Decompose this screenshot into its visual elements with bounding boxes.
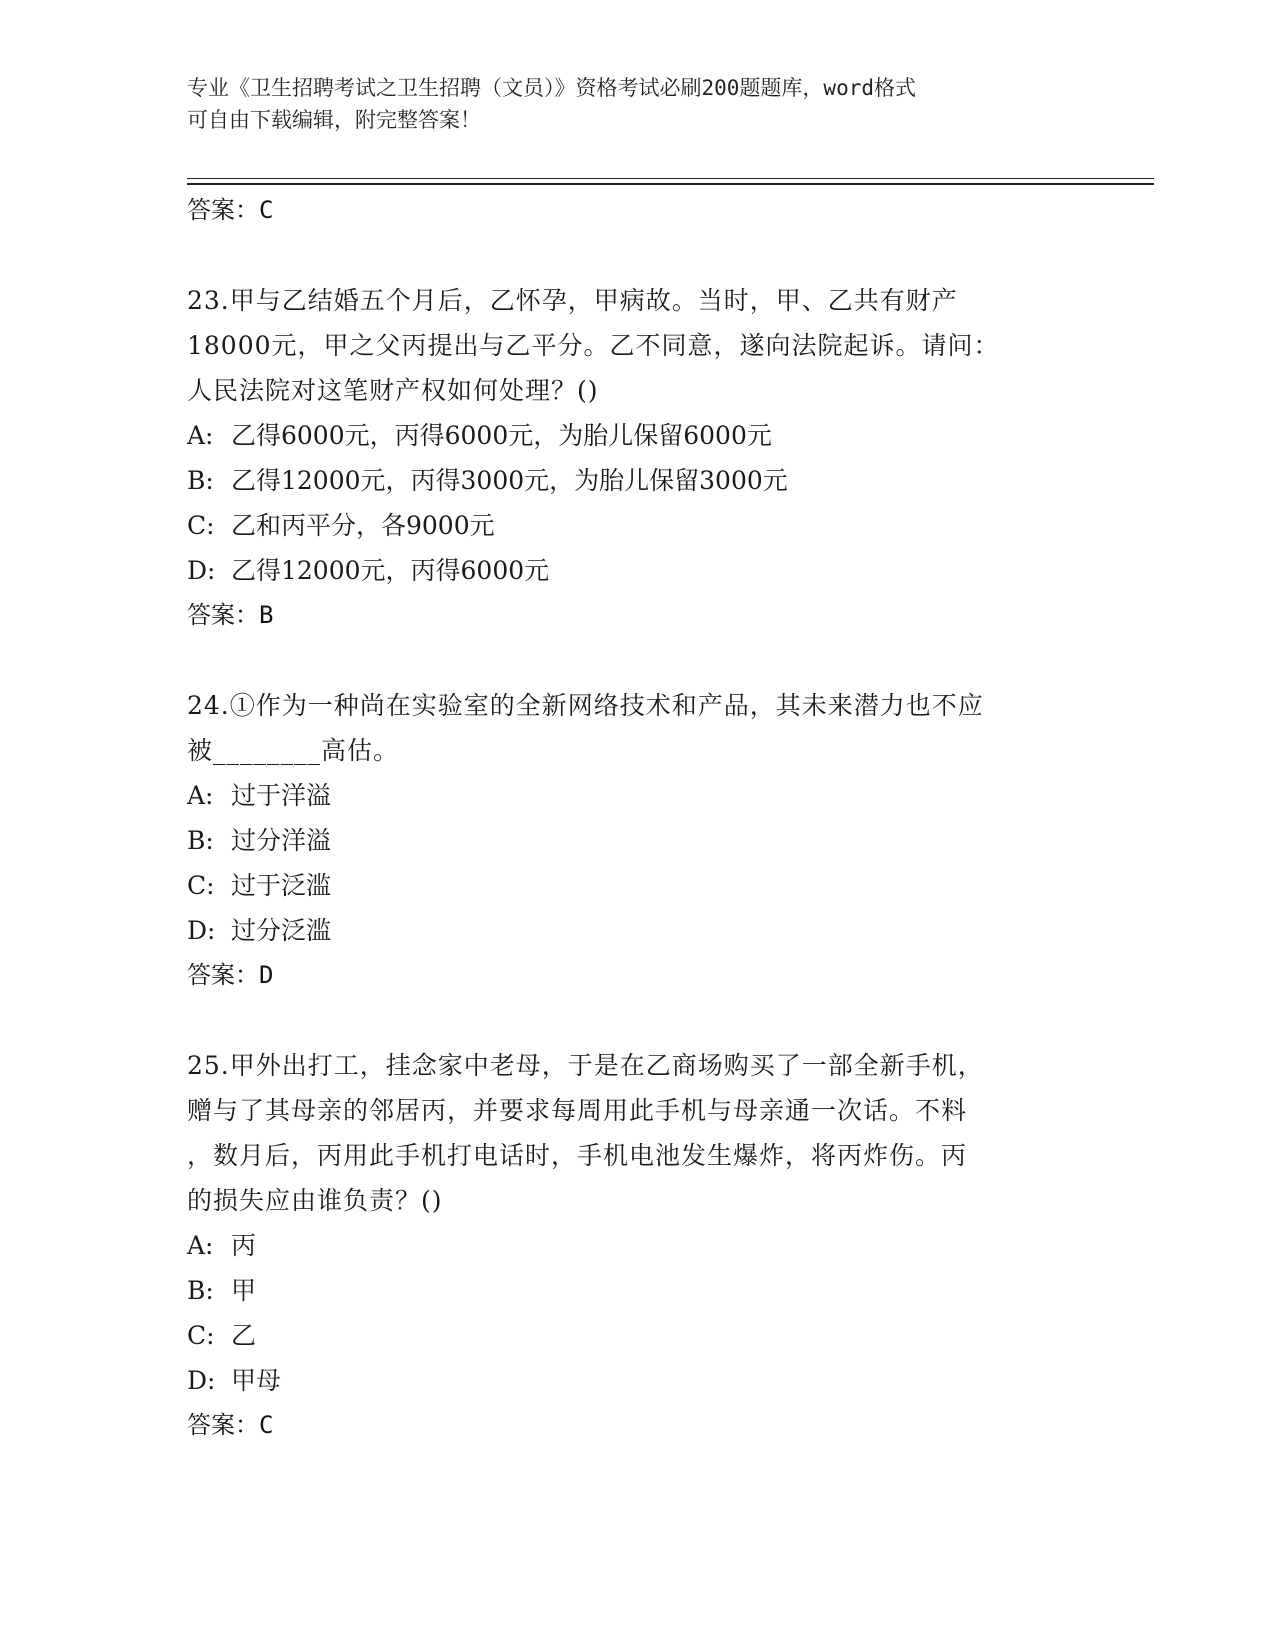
header-divider-thick <box>187 183 1154 185</box>
option-text: 丙 <box>231 1231 257 1260</box>
option-text: 甲 <box>231 1276 257 1305</box>
option-d <box>187 548 1087 593</box>
answer-line: 答案：C <box>187 1411 274 1439</box>
option-key: D: <box>187 1366 216 1395</box>
option-key: D: <box>187 556 216 585</box>
header-divider-thin <box>187 178 1154 179</box>
previous-answer: 答案：C <box>187 196 274 224</box>
document-header <box>187 72 1067 136</box>
option-key: C: <box>187 511 215 540</box>
option-a <box>187 413 1087 458</box>
option-text: 过于洋溢 <box>231 781 332 810</box>
option-c <box>187 863 1087 908</box>
option-c <box>187 1313 1087 1358</box>
question-text-line: 24.①作为一种尚在实验室的全新网络技术和产品，其未来潜力也不应 <box>187 691 984 720</box>
option-a <box>187 773 1087 818</box>
option-text: 甲母 <box>231 1366 282 1395</box>
option-key: A: <box>187 781 214 810</box>
question-text-line: 25.甲外出打工，挂念家中老母，于是在乙商场购买了一部全新手机， <box>187 1051 984 1080</box>
option-c <box>187 503 1087 548</box>
option-b <box>187 1268 1087 1313</box>
option-b <box>187 818 1087 863</box>
question-text-line: 18000元，甲之父丙提出与乙平分。乙不同意，遂向法院起诉。请问： <box>187 331 1000 360</box>
option-text: 乙得12000元，丙得6000元 <box>231 556 550 585</box>
question-25 <box>187 1043 1087 1448</box>
option-text: 乙得6000元，丙得6000元，为胎儿保留6000元 <box>231 421 772 450</box>
question-text-line: 23.甲与乙结婚五个月后，乙怀孕，甲病故。当时，甲、乙共有财产 <box>187 286 958 315</box>
option-text: 乙和丙平分，各9000元 <box>231 511 495 540</box>
answer-line: 答案：D <box>187 961 274 989</box>
option-key: C: <box>187 871 215 900</box>
question-text-line: 赠与了其母亲的邻居丙，并要求每周用此手机与母亲通一次话。不料 <box>187 1096 968 1125</box>
option-key: B: <box>187 1276 214 1305</box>
header-line-1: 专业《卫生招聘考试之卫生招聘（文员）》资格考试必刷200题题库，word格式 <box>187 76 916 100</box>
document-body <box>187 188 1087 1448</box>
question-text-line: ，数月后，丙用此手机打电话时，手机电池发生爆炸，将丙炸伤。丙 <box>187 1141 968 1170</box>
answer-line: 答案：B <box>187 601 274 629</box>
option-b <box>187 458 1087 503</box>
option-text: 过分洋溢 <box>231 826 332 855</box>
option-key: A: <box>187 421 214 450</box>
option-key: B: <box>187 826 214 855</box>
option-d <box>187 908 1087 953</box>
option-d <box>187 1358 1087 1403</box>
option-key: A: <box>187 1231 214 1260</box>
option-text: 过分泛滥 <box>231 916 332 945</box>
question-text-line: 的损失应由谁负责？() <box>187 1186 443 1215</box>
option-key: B: <box>187 466 214 495</box>
option-text: 乙得12000元，丙得3000元，为胎儿保留3000元 <box>231 466 788 495</box>
question-23 <box>187 278 1087 638</box>
option-key: D: <box>187 916 216 945</box>
question-24 <box>187 683 1087 998</box>
question-text-line: 被________高估。 <box>187 736 400 765</box>
question-text-line: 人民法院对这笔财产权如何处理？() <box>187 376 599 405</box>
option-text: 过于泛滥 <box>231 871 332 900</box>
header-line-2: 可自由下载编辑，附完整答案！ <box>187 108 481 132</box>
option-text: 乙 <box>231 1321 257 1350</box>
option-key: C: <box>187 1321 215 1350</box>
option-a <box>187 1223 1087 1268</box>
